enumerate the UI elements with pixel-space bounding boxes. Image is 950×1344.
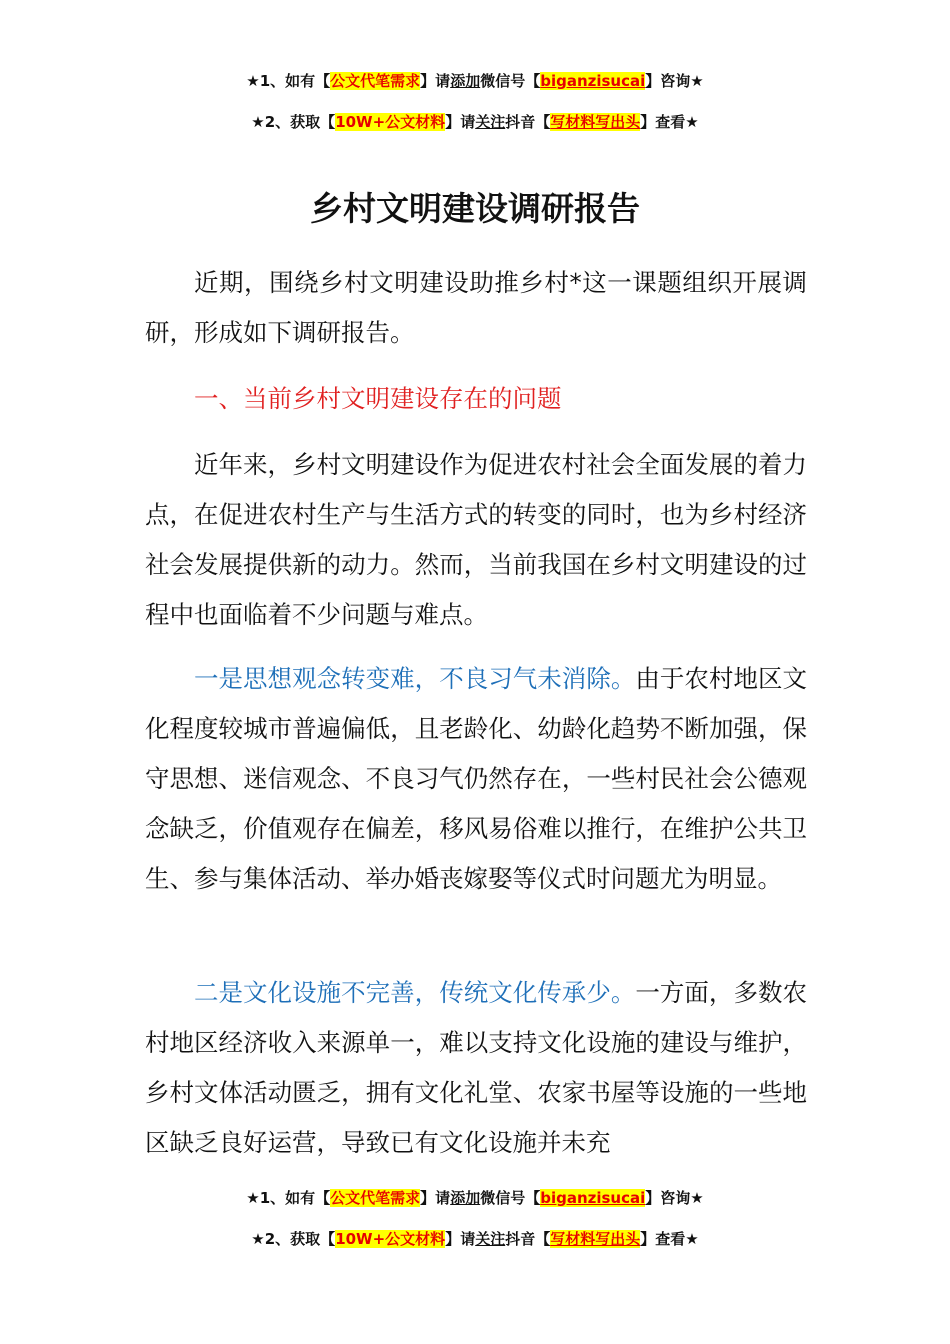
highlight-service-bottom: 公文代笔需求 [330,1189,421,1207]
bottom-banner-line-1: ★1、如有【公文代笔需求】请添加微信号【biganzisucai】咨询★ [246,1189,704,1207]
wechat-id-link-bottom[interactable]: biganzisucai [540,1189,646,1207]
paragraph-2-lead: 一是思想观念转变难，不良习气未消除。 [194,664,636,693]
paragraph-3-body: 一方面，多数农村地区经济收入来源单一，难以支持文化设施的建设与维护，乡村文体活动匮乏，拥有文化礼堂、农家书屋等设施的一些地区缺乏良好运营，导致已有文化设施并未充 [145,978,807,1157]
douyin-account-link[interactable]: 写材料写出头 [550,113,641,131]
douyin-account-link-bottom[interactable]: 写材料写出头 [550,1230,641,1248]
bottom-banner-line-2: ★2、获取【10W+公文材料】请关注抖音【写材料写出头】查看★ [251,1230,699,1248]
paragraph-3 [145,968,807,1168]
wechat-id-link[interactable]: biganzisucai [540,72,646,90]
highlight-materials: 10W+公文材料 [335,113,446,131]
paragraph-2 [145,654,807,904]
paragraph-3-lead: 二是文化设施不完善，传统文化传承少。 [194,978,636,1007]
top-banner-line-1: ★1、如有【公文代笔需求】请添加微信号【biganzisucai】咨询★ [246,72,704,90]
section-heading-1: 一、当前乡村文明建设存在的问题 [194,384,562,413]
paragraph-1: 近年来，乡村文明建设作为促进农村社会全面发展的着力点，在促进农村生产与生活方式的转变的同时，也为乡村经济社会发展提供新的动力。然而，当前我国在乡村文明建设的过程中也面临着不少问题与难点。 [145,450,807,629]
highlight-materials-bottom: 10W+公文材料 [335,1230,446,1248]
top-banner-line-2: ★2、获取【10W+公文材料】请关注抖音【写材料写出头】查看★ [251,113,699,131]
paragraph-2-body: 由于农村地区文化程度较城市普遍偏低，且老龄化、幼龄化趋势不断加强，保守思想、迷信观念、不良习气仍然存在，一些村民社会公德观念缺乏，价值观存在偏差，移风易俗难以推行，在维护公共卫生、参与集体活动、举办婚丧嫁娶等仪式时问题尤为明显。 [145,664,807,893]
intro-paragraph: 近期，围绕乡村文明建设助推乡村*这一课题组织开展调研，形成如下调研报告。 [145,268,807,347]
document-title: 乡村文明建设调研报告 [310,189,640,228]
highlight-service: 公文代笔需求 [330,72,421,90]
